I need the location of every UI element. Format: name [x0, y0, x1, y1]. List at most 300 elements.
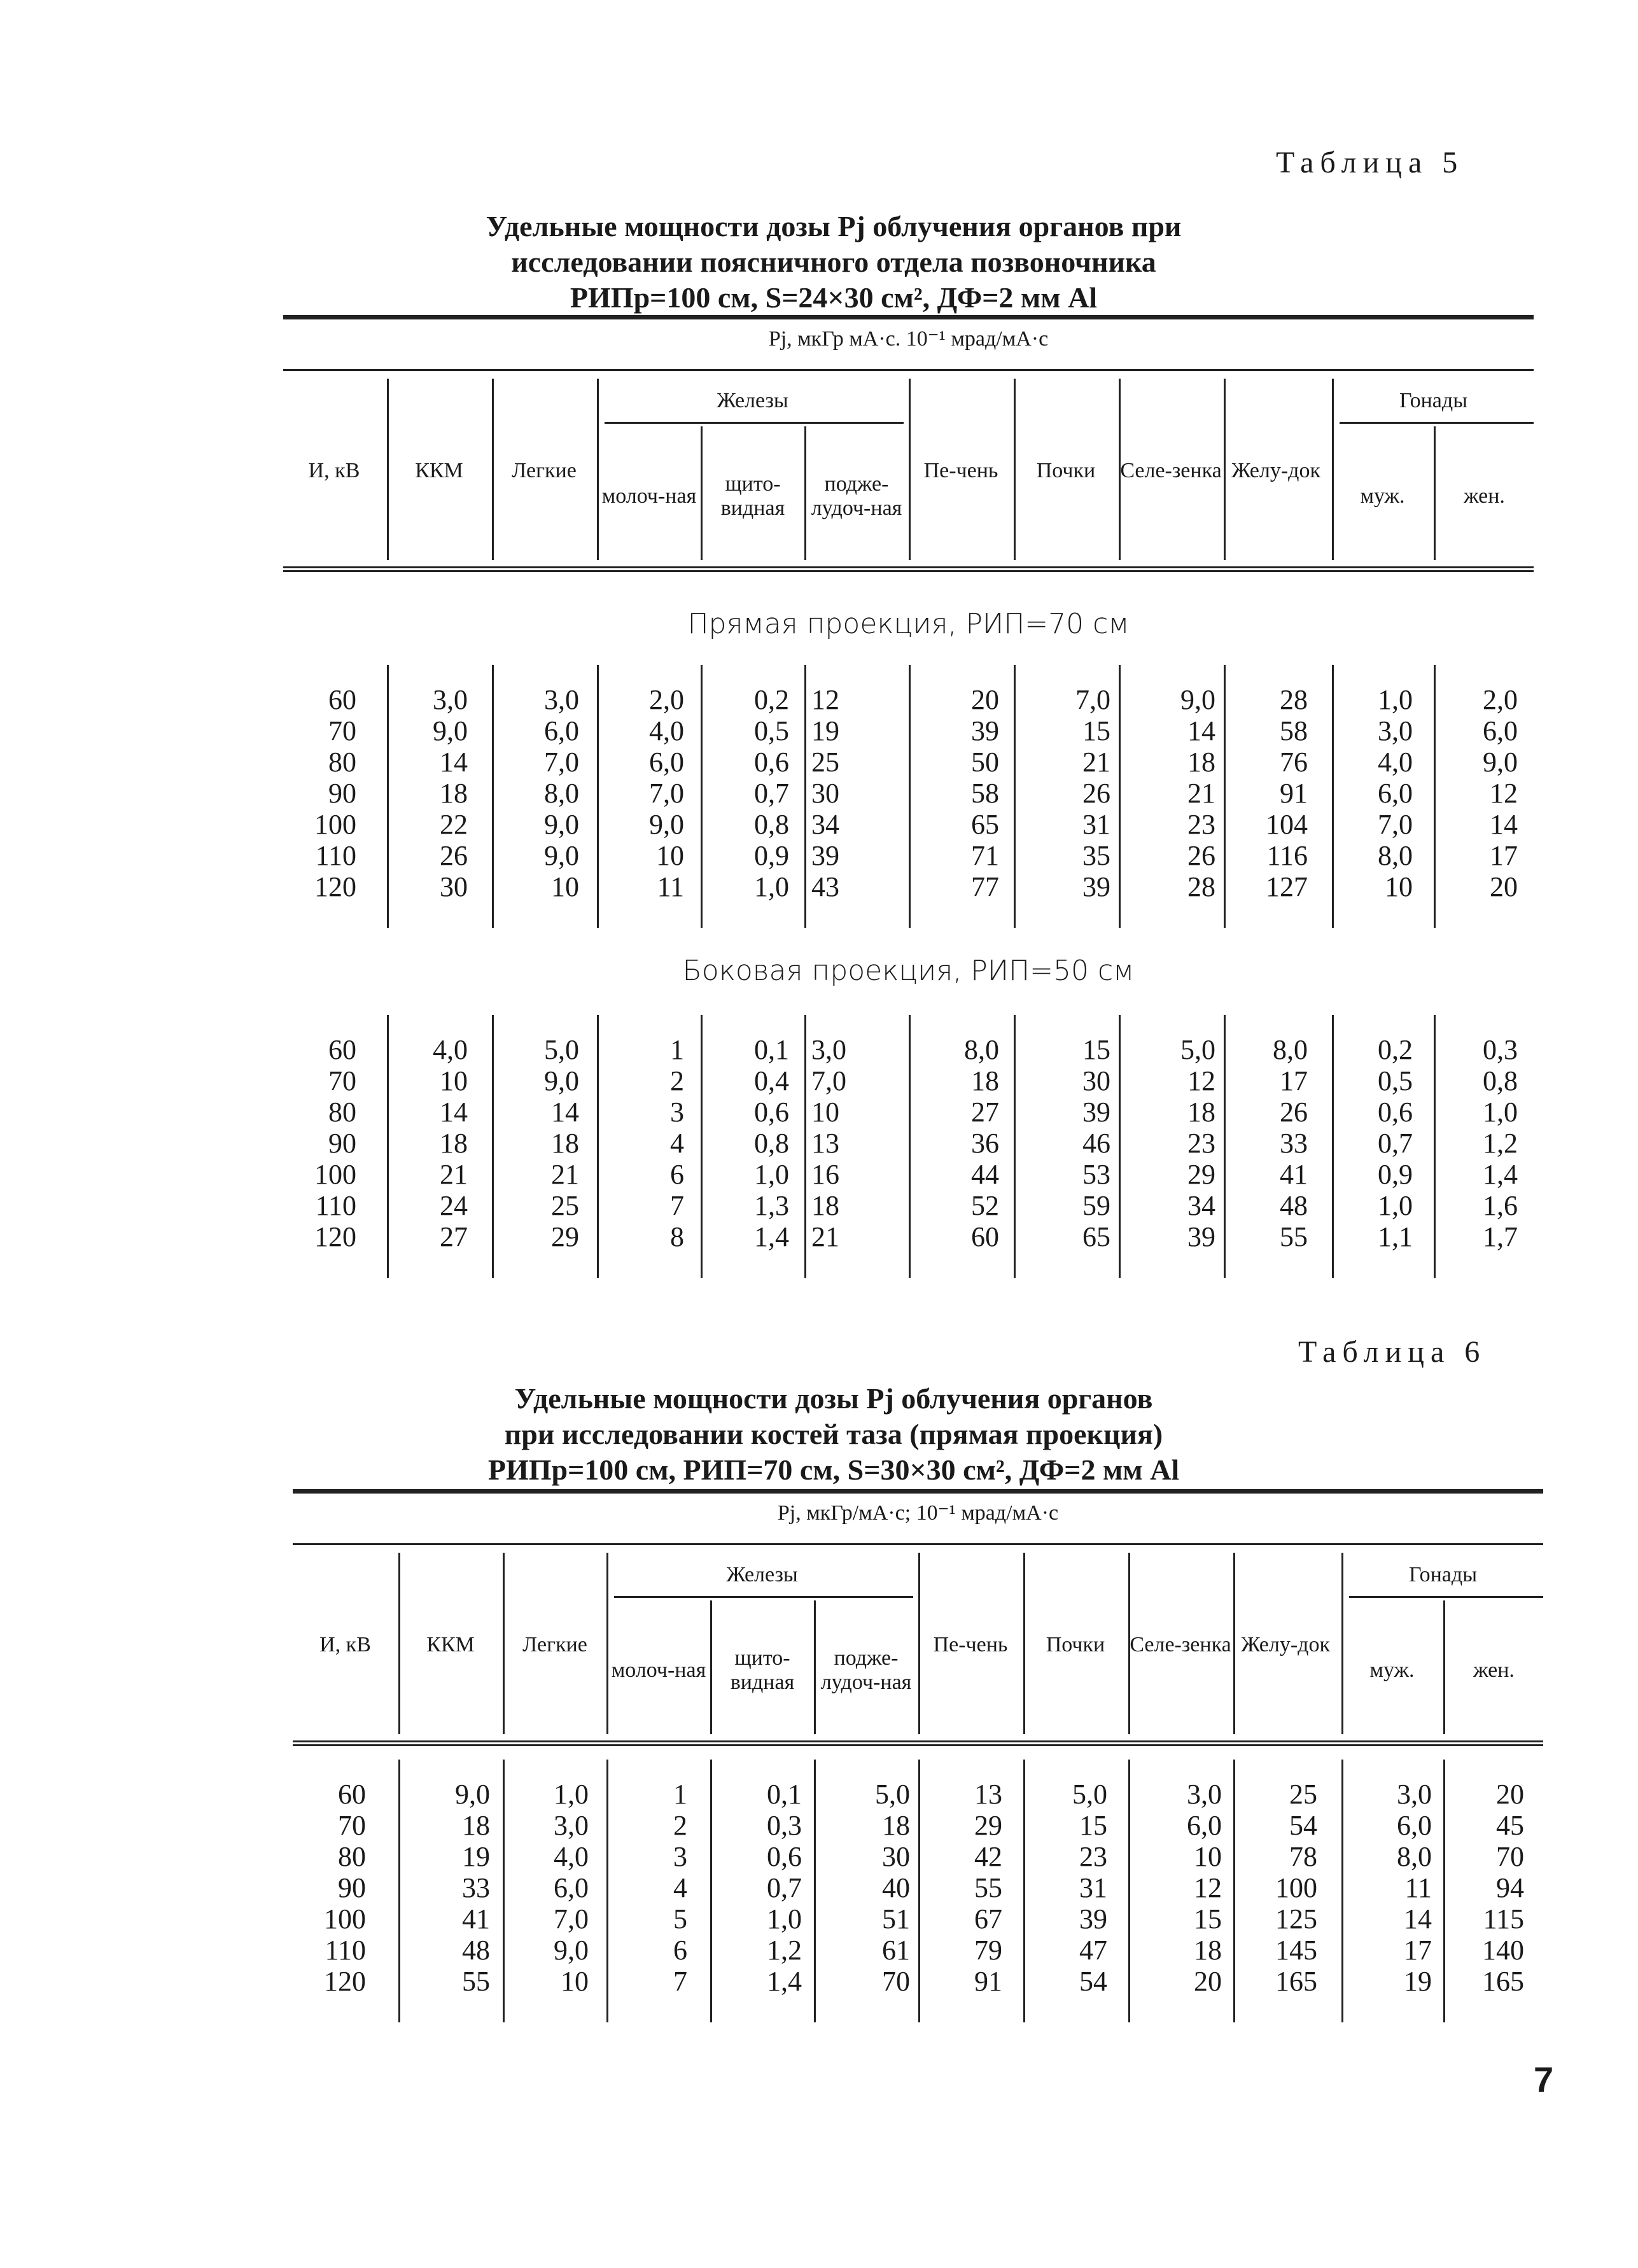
table-cell: 7,0	[554, 1903, 589, 1935]
table-cell: 94	[1496, 1872, 1524, 1903]
column-4	[706, 684, 789, 902]
table-cell: 55	[974, 1872, 1002, 1903]
table-cell: 18	[1187, 746, 1215, 778]
table-cell: 165	[1482, 1966, 1524, 1997]
table-cell: 35	[1082, 840, 1110, 871]
table-cell: 3,0	[554, 1810, 589, 1841]
table-cell: 30	[882, 1841, 910, 1872]
column-1	[404, 1779, 490, 1997]
table-cell: 110	[315, 1190, 356, 1221]
table-cell: 70	[328, 715, 356, 746]
table-cell: 0,4	[754, 1065, 789, 1096]
header-pancreas: подже-лудоч-ная	[820, 1646, 912, 1694]
table-cell: 15	[1082, 715, 1110, 746]
header-kv: И, кВ	[308, 459, 360, 482]
table-cell: 0,6	[1378, 1096, 1413, 1128]
table-cell: 17	[1404, 1935, 1432, 1966]
table-cell: 115	[1483, 1903, 1524, 1935]
table-cell: 0,9	[754, 840, 789, 871]
table-cell: 20	[1194, 1966, 1222, 1997]
table5-units: Pj, мкГр мА·с. 10⁻¹ мрад/мА·с	[768, 327, 1049, 351]
table-cell: 1,1	[1378, 1221, 1413, 1252]
column-10	[1346, 1779, 1432, 1997]
table-cell: 27	[971, 1096, 999, 1128]
table-cell: 127	[1266, 871, 1308, 902]
table-cell: 21	[1082, 746, 1110, 778]
table-cell: 100	[1275, 1872, 1317, 1903]
column-9	[1231, 684, 1308, 902]
table-cell: 45	[1496, 1810, 1524, 1841]
table-cell: 14	[440, 1096, 468, 1128]
table-cell: 9,0	[544, 840, 579, 871]
column-0	[283, 1034, 356, 1252]
table-cell: 39	[1187, 1221, 1215, 1252]
table-cell: 7	[673, 1966, 687, 1997]
table-cell: 90	[338, 1872, 366, 1903]
column-2	[509, 1779, 589, 1997]
table-cell: 1,0	[754, 871, 789, 902]
table-cell: 12	[1187, 1065, 1215, 1096]
table-cell: 25	[1289, 1779, 1317, 1810]
table-cell: 0,1	[754, 1034, 789, 1065]
header-glands: Железы	[726, 1563, 798, 1586]
header-gonads: Гонады	[1408, 1563, 1478, 1586]
header-liver: Пе-чень	[933, 1633, 1008, 1656]
table-cell: 6,0	[1483, 715, 1518, 746]
column-8	[1126, 684, 1215, 902]
table-cell: 21	[551, 1159, 579, 1190]
page-number: 7	[1534, 2059, 1554, 2099]
table-cell: 55	[462, 1966, 490, 1997]
table-cell: 48	[1280, 1190, 1308, 1221]
table-cell: 10	[656, 840, 684, 871]
header-lungs: Легкие	[512, 459, 577, 482]
table-cell: 21	[811, 1221, 839, 1252]
table-cell: 22	[440, 809, 468, 840]
table-cell: 100	[324, 1903, 366, 1935]
table6-caption	[293, 1381, 1375, 1488]
table-cell: 91	[974, 1966, 1002, 1997]
header-glands-rule	[605, 422, 904, 424]
column-9	[1231, 1034, 1308, 1252]
table-cell: 145	[1275, 1935, 1317, 1966]
table-cell: 91	[1280, 778, 1308, 809]
table6-top-rule	[293, 1489, 1543, 1494]
header-kkm: ККМ	[415, 459, 463, 482]
column-1	[391, 1034, 468, 1252]
table-cell: 70	[1496, 1841, 1524, 1872]
table-cell: 15	[1079, 1810, 1107, 1841]
table-cell: 76	[1280, 746, 1308, 778]
table-cell: 9,0	[544, 1065, 579, 1096]
table-cell: 0,2	[1378, 1034, 1413, 1065]
table5-caption-line2: исследовании поясничного отдела позвоночника	[511, 246, 1156, 278]
table-cell: 2,0	[649, 684, 684, 715]
header-spleen: Селе-зенка	[1130, 1633, 1231, 1656]
table-cell: 0,2	[754, 684, 789, 715]
table-cell: 1,0	[1378, 1190, 1413, 1221]
table-cell: 18	[882, 1810, 910, 1841]
table-cell: 1,6	[1483, 1190, 1518, 1221]
table-cell: 9,0	[455, 1779, 490, 1810]
table-cell: 8,0	[1273, 1034, 1308, 1065]
table-cell: 11	[657, 871, 684, 902]
table5-section2-title: Боковая проекция, РИП=50 см	[682, 955, 1135, 987]
column-7	[1021, 1034, 1110, 1252]
column-10	[1336, 684, 1413, 902]
table-cell: 8,0	[544, 778, 579, 809]
table-cell: 7	[670, 1190, 684, 1221]
table-cell: 58	[1280, 715, 1308, 746]
table-cell: 1,4	[767, 1966, 802, 1997]
table5-caption-line1: Удельные мощности дозы Pj облучения органов при	[486, 210, 1182, 242]
header-spleen: Селе-зенка	[1120, 459, 1222, 482]
table-cell: 1,2	[1483, 1128, 1518, 1159]
table-cell: 33	[1280, 1128, 1308, 1159]
table-cell: 18	[1187, 1096, 1215, 1128]
table-cell: 78	[1289, 1841, 1317, 1872]
column-5	[811, 1034, 894, 1252]
table-cell: 0,8	[754, 809, 789, 840]
table-cell: 39	[1082, 1096, 1110, 1128]
column-2	[496, 684, 579, 902]
table-cell: 54	[1079, 1966, 1107, 1997]
header-stomach: Желу-док	[1241, 1633, 1330, 1656]
table-cell: 14	[1404, 1903, 1432, 1935]
table-cell: 3,0	[1397, 1779, 1432, 1810]
table-cell: 0,6	[754, 746, 789, 778]
table-cell: 36	[971, 1128, 999, 1159]
table-cell: 16	[811, 1159, 839, 1190]
table-cell: 39	[971, 715, 999, 746]
table-cell: 19	[462, 1841, 490, 1872]
table-cell: 0,5	[754, 715, 789, 746]
table-cell: 27	[440, 1221, 468, 1252]
table-cell: 1,0	[1378, 684, 1413, 715]
table6-header-bottom-rule	[293, 1740, 1543, 1751]
table-cell: 26	[1082, 778, 1110, 809]
table-cell: 5	[673, 1903, 687, 1935]
table-cell: 110	[315, 840, 356, 871]
table-cell: 51	[882, 1903, 910, 1935]
table-cell: 44	[971, 1159, 999, 1190]
table-cell: 9,0	[433, 715, 468, 746]
table-cell: 10	[440, 1065, 468, 1096]
table-cell: 30	[1082, 1065, 1110, 1096]
column-4	[716, 1779, 802, 1997]
table-cell: 3,0	[433, 684, 468, 715]
table-cell: 14	[1187, 715, 1215, 746]
table-cell: 61	[882, 1935, 910, 1966]
table-cell: 33	[462, 1872, 490, 1903]
table-cell: 7,0	[1075, 684, 1110, 715]
column-0	[283, 684, 356, 902]
table-cell: 7,0	[544, 746, 579, 778]
table-cell: 39	[811, 840, 839, 871]
table-cell: 0,3	[1483, 1034, 1518, 1065]
table5-units-rule	[283, 369, 1534, 371]
header-kidneys: Почки	[1046, 1633, 1105, 1656]
table-cell: 1,4	[754, 1221, 789, 1252]
header-female: жен.	[1473, 1658, 1515, 1682]
table-cell: 65	[971, 809, 999, 840]
table6-units-rule	[293, 1543, 1543, 1545]
table-cell: 29	[974, 1810, 1002, 1841]
header-male: муж.	[1360, 484, 1405, 508]
table-cell: 10	[1385, 871, 1413, 902]
table-cell: 1,7	[1483, 1221, 1518, 1252]
table-cell: 120	[314, 871, 356, 902]
column-10	[1336, 1034, 1413, 1252]
table-cell: 20	[1496, 1779, 1524, 1810]
table-cell: 14	[551, 1096, 579, 1128]
table-cell: 53	[1082, 1159, 1110, 1190]
table-cell: 100	[314, 809, 356, 840]
header-gonads-rule	[1340, 422, 1534, 424]
table-cell: 79	[974, 1935, 1002, 1966]
table-cell: 60	[338, 1779, 366, 1810]
table-cell: 9,0	[649, 809, 684, 840]
table-cell: 26	[440, 840, 468, 871]
column-2	[496, 1034, 579, 1252]
table-cell: 9,0	[1483, 746, 1518, 778]
table-cell: 5,0	[1180, 1034, 1215, 1065]
table-cell: 18	[971, 1065, 999, 1096]
table-cell: 1,0	[1483, 1096, 1518, 1128]
table-cell: 7,0	[649, 778, 684, 809]
table-cell: 70	[882, 1966, 910, 1997]
header-female: жен.	[1464, 484, 1505, 508]
table-cell: 34	[1187, 1190, 1215, 1221]
table-cell: 18	[462, 1810, 490, 1841]
table-cell: 12	[1194, 1872, 1222, 1903]
column-6	[916, 684, 999, 902]
table-cell: 12	[811, 684, 839, 715]
table-cell: 13	[811, 1128, 839, 1159]
table5-header-bottom-rule	[283, 566, 1534, 577]
table5-section1-title: Прямая проекция, РИП=70 см	[687, 608, 1130, 640]
table-cell: 3,0	[544, 684, 579, 715]
column-5	[811, 684, 894, 902]
table-cell: 52	[971, 1190, 999, 1221]
table-cell: 5,0	[1072, 1779, 1107, 1810]
table-cell: 2	[673, 1810, 687, 1841]
table-cell: 48	[462, 1935, 490, 1966]
table-cell: 6,0	[1397, 1810, 1432, 1841]
table-cell: 28	[1187, 871, 1215, 902]
header-gonads: Гонады	[1399, 389, 1468, 412]
table-cell: 6,0	[1187, 1810, 1222, 1841]
table-cell: 116	[1266, 840, 1308, 871]
table-cell: 18	[1194, 1935, 1222, 1966]
table-cell: 3,0	[1187, 1779, 1222, 1810]
header-kidneys: Почки	[1036, 459, 1096, 482]
table-cell: 42	[974, 1841, 1002, 1872]
table5-caption	[293, 209, 1375, 316]
table-cell: 4,0	[554, 1841, 589, 1872]
table-cell: 140	[1482, 1935, 1524, 1966]
table-cell: 25	[811, 746, 839, 778]
table-cell: 28	[1280, 684, 1308, 715]
table-cell: 24	[440, 1190, 468, 1221]
table-cell: 13	[974, 1779, 1002, 1810]
table5-top-rule	[283, 315, 1534, 319]
table-cell: 9,0	[544, 809, 579, 840]
header-male: муж.	[1369, 1658, 1415, 1682]
table-cell: 6	[673, 1935, 687, 1966]
table-cell: 39	[1079, 1903, 1107, 1935]
column-3	[601, 1034, 684, 1252]
table-cell: 3,0	[1378, 715, 1413, 746]
header-pancreas: подже-лудоч-ная	[811, 472, 902, 520]
table-cell: 20	[971, 684, 999, 715]
table-cell: 9,0	[554, 1935, 589, 1966]
table-cell: 25	[551, 1190, 579, 1221]
table-cell: 14	[1490, 809, 1518, 840]
table-cell: 5,0	[544, 1034, 579, 1065]
table-cell: 41	[462, 1903, 490, 1935]
table-cell: 90	[328, 778, 356, 809]
table-cell: 80	[338, 1841, 366, 1872]
table-cell: 77	[971, 871, 999, 902]
column-3	[601, 684, 684, 902]
table-cell: 4	[670, 1128, 684, 1159]
table6-caption-line3: РИПр=100 см, РИП=70 см, S=30×30 см², ДФ=2 мм Al	[487, 1453, 1180, 1486]
table-cell: 0,8	[1483, 1065, 1518, 1096]
column-7	[1021, 684, 1110, 902]
column-8	[1126, 1034, 1215, 1252]
table-cell: 0,7	[754, 778, 789, 809]
header-stomach: Желу-док	[1231, 459, 1320, 482]
table6-label: Таблица 6	[1298, 1335, 1487, 1369]
column-11	[1441, 1034, 1518, 1252]
table-cell: 0,6	[767, 1841, 802, 1872]
table-cell: 0,9	[1378, 1159, 1413, 1190]
column-1	[391, 684, 468, 902]
table-cell: 1,0	[754, 1159, 789, 1190]
table-cell: 31	[1082, 809, 1110, 840]
header-glands-rule	[614, 1596, 913, 1598]
table-cell: 21	[440, 1159, 468, 1190]
table-cell: 165	[1275, 1966, 1317, 1997]
table-cell: 120	[314, 1221, 356, 1252]
table-cell: 18	[811, 1190, 839, 1221]
table-cell: 0,5	[1378, 1065, 1413, 1096]
table-cell: 125	[1275, 1903, 1317, 1935]
header-gonads-rule	[1349, 1596, 1543, 1598]
table-cell: 90	[328, 1128, 356, 1159]
table5-label: Таблица 5	[1276, 146, 1464, 179]
table-cell: 7,0	[1378, 809, 1413, 840]
header-liver: Пе-чень	[923, 459, 998, 482]
table-cell: 12	[1490, 778, 1518, 809]
table-cell: 1,0	[554, 1779, 589, 1810]
table-cell: 19	[1404, 1966, 1432, 1997]
table-cell: 0,8	[754, 1128, 789, 1159]
table-cell: 20	[1490, 871, 1518, 902]
table6-caption-line1: Удельные мощности дозы Pj облучения органов	[514, 1382, 1153, 1415]
column-0	[293, 1779, 366, 1997]
table-cell: 1	[670, 1034, 684, 1065]
header-lungs: Легкие	[522, 1633, 587, 1656]
table-cell: 71	[971, 840, 999, 871]
table-cell: 70	[338, 1810, 366, 1841]
table-cell: 0,3	[767, 1810, 802, 1841]
table-cell: 4	[673, 1872, 687, 1903]
table-cell: 17	[1280, 1065, 1308, 1096]
table-cell: 70	[328, 1065, 356, 1096]
column-4	[706, 1034, 789, 1252]
table-cell: 46	[1082, 1128, 1110, 1159]
column-6	[916, 1034, 999, 1252]
table-cell: 30	[811, 778, 839, 809]
table-cell: 43	[811, 871, 839, 902]
table-cell: 6,0	[649, 746, 684, 778]
column-5	[821, 1779, 910, 1997]
table-cell: 0,7	[767, 1872, 802, 1903]
table-cell: 65	[1082, 1221, 1110, 1252]
column-8	[1136, 1779, 1222, 1997]
table-cell: 26	[1187, 840, 1215, 871]
table-cell: 19	[811, 715, 839, 746]
column-11	[1451, 1779, 1524, 1997]
table-cell: 10	[811, 1096, 839, 1128]
table-cell: 67	[974, 1903, 1002, 1935]
table-cell: 104	[1266, 809, 1308, 840]
table-cell: 15	[1082, 1034, 1110, 1065]
table-cell: 5,0	[875, 1779, 910, 1810]
table-cell: 10	[1194, 1841, 1222, 1872]
table-cell: 80	[328, 746, 356, 778]
table-cell: 4,0	[649, 715, 684, 746]
table-cell: 4,0	[1378, 746, 1413, 778]
header-glands: Железы	[717, 389, 788, 412]
table-cell: 58	[971, 778, 999, 809]
table-cell: 10	[561, 1966, 589, 1997]
table-cell: 23	[1079, 1841, 1107, 1872]
header-thyroid: щито-видная	[730, 1646, 795, 1694]
table-cell: 17	[1490, 840, 1518, 871]
table-cell: 1,3	[754, 1190, 789, 1221]
table-cell: 59	[1082, 1190, 1110, 1221]
table-cell: 1,4	[1483, 1159, 1518, 1190]
table-cell: 7,0	[811, 1065, 846, 1096]
table-cell: 0,6	[754, 1096, 789, 1128]
table-cell: 23	[1187, 809, 1215, 840]
table-cell: 31	[1079, 1872, 1107, 1903]
table-cell: 8	[670, 1221, 684, 1252]
table-cell: 60	[971, 1221, 999, 1252]
table-cell: 6	[670, 1159, 684, 1190]
table-cell: 3	[670, 1096, 684, 1128]
table-cell: 47	[1079, 1935, 1107, 1966]
table-cell: 8,0	[1397, 1841, 1432, 1872]
header-kv: И, кВ	[319, 1633, 371, 1656]
table-cell: 15	[1194, 1903, 1222, 1935]
table-cell: 39	[1082, 871, 1110, 902]
table6-caption-line2: при исследовании костей таза (прямая проекция)	[504, 1418, 1163, 1450]
header-kkm: ККМ	[426, 1633, 475, 1656]
table-cell: 55	[1280, 1221, 1308, 1252]
table-cell: 54	[1289, 1810, 1317, 1841]
column-9	[1241, 1779, 1317, 1997]
table-cell: 3	[673, 1841, 687, 1872]
header-breast: молоч-ная	[611, 1658, 706, 1682]
table-cell: 2	[670, 1065, 684, 1096]
table-cell: 0,7	[1378, 1128, 1413, 1159]
table-cell: 29	[1187, 1159, 1215, 1190]
table-cell: 6,0	[544, 715, 579, 746]
